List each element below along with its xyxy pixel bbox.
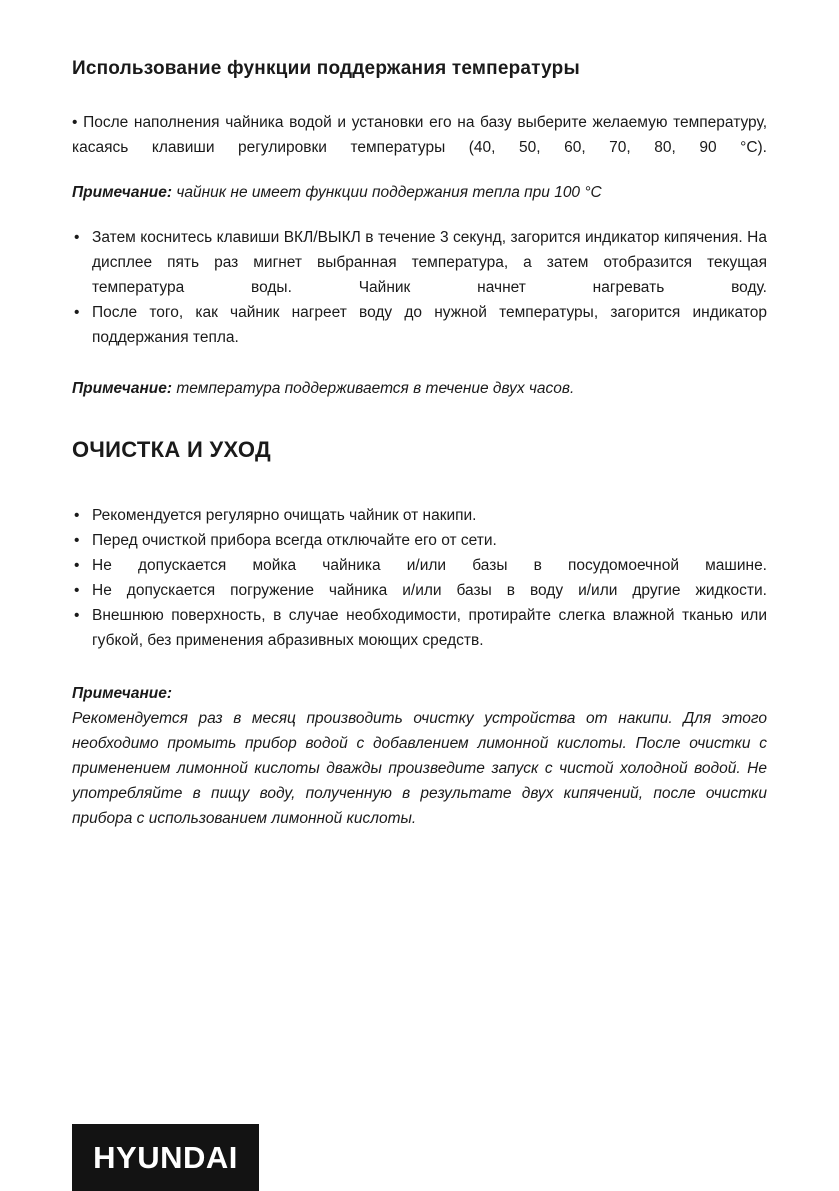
section-cleaning [72,437,767,831]
list-item [72,225,767,300]
note-text: чайник не имеет функции поддержания тепла при 100 °С [176,184,602,201]
bullet-marker: • [74,304,80,321]
cleaning-title: ОЧИСТКА И УХОД [72,437,271,462]
section-keep-warm [72,58,767,401]
bullet-marker: • [74,607,80,624]
list-item [72,300,767,350]
list-item [72,578,767,603]
bullet-marker: • [74,582,80,599]
keep-warm-intro-text: После наполнения чайника водой и установки его на базу выберите желаемую температуру, касаясь клавиши регулировки температуры (40, 50, 60, 70, 80, 90 °C). [72,114,767,156]
bullet-marker: • [72,114,78,131]
list-item-text: Не допускается погружение чайника и/или базы в воду и/или другие жидкости. [92,582,767,599]
list-item-text: Рекомендуется регулярно очищать чайник от накипи. [92,507,477,524]
note-text: температура поддерживается в течение двух часов. [176,380,575,397]
hyundai-logo [72,1124,259,1191]
list-item-text: После того, как чайник нагреет воду до нужной температуры, загорится индикатор поддержания тепла. [92,304,767,346]
list-item-text: Не допускается мойка чайника и/или базы в посудомоечной машине. [92,557,767,574]
keep-warm-title: Использование функции поддержания температуры [72,58,580,79]
keep-warm-intro [72,110,767,160]
list-item-text: Перед очисткой прибора всегда отключайте его от сети. [92,532,497,549]
hyundai-logo-text: HYUNDAI [93,1139,238,1175]
list-item [72,603,767,653]
bullet-marker: • [74,507,80,524]
list-item-text: Внешнюю поверхность, в случае необходимости, протирайте слегка влажной тканью или губкой, без применения абразивных моющих средств. [92,607,767,649]
bullet-marker: • [74,229,80,246]
keep-warm-bullet-list [72,225,767,350]
list-item-text: Затем коснитесь клавиши ВКЛ/ВЫКЛ в течение 3 секунд, загорится индикатор кипячения. На дисплее пять раз мигнет выбранная температура, а затем отобразится текущая температура воды. Чайник начнет нагревать воду. [92,229,767,296]
cleaning-bullet-list [72,503,767,653]
bullet-marker: • [74,532,80,549]
note-label: Примечание: [72,380,173,397]
note-label: Примечание: [72,184,173,201]
cleaning-note-label: Примечание: [72,685,173,702]
list-item [72,503,767,528]
note-100c [72,180,767,205]
bullet-marker: • [74,557,80,574]
note-two-hours [72,376,767,401]
list-item [72,553,767,578]
cleaning-note-text: Рекомендуется раз в месяц производить очистку устройства от накипи. Для этого необходимо промыть прибор водой с добавлением лимонной кислоты. После очистки с применением лимонной кислоты дважды произведите запуск с чистой холодной водой. Не употребляйте в пищу воду, полученную в результате двух кипячений, после очистки прибора с использованием лимонной кислоты. [72,710,767,827]
list-item [72,528,767,553]
